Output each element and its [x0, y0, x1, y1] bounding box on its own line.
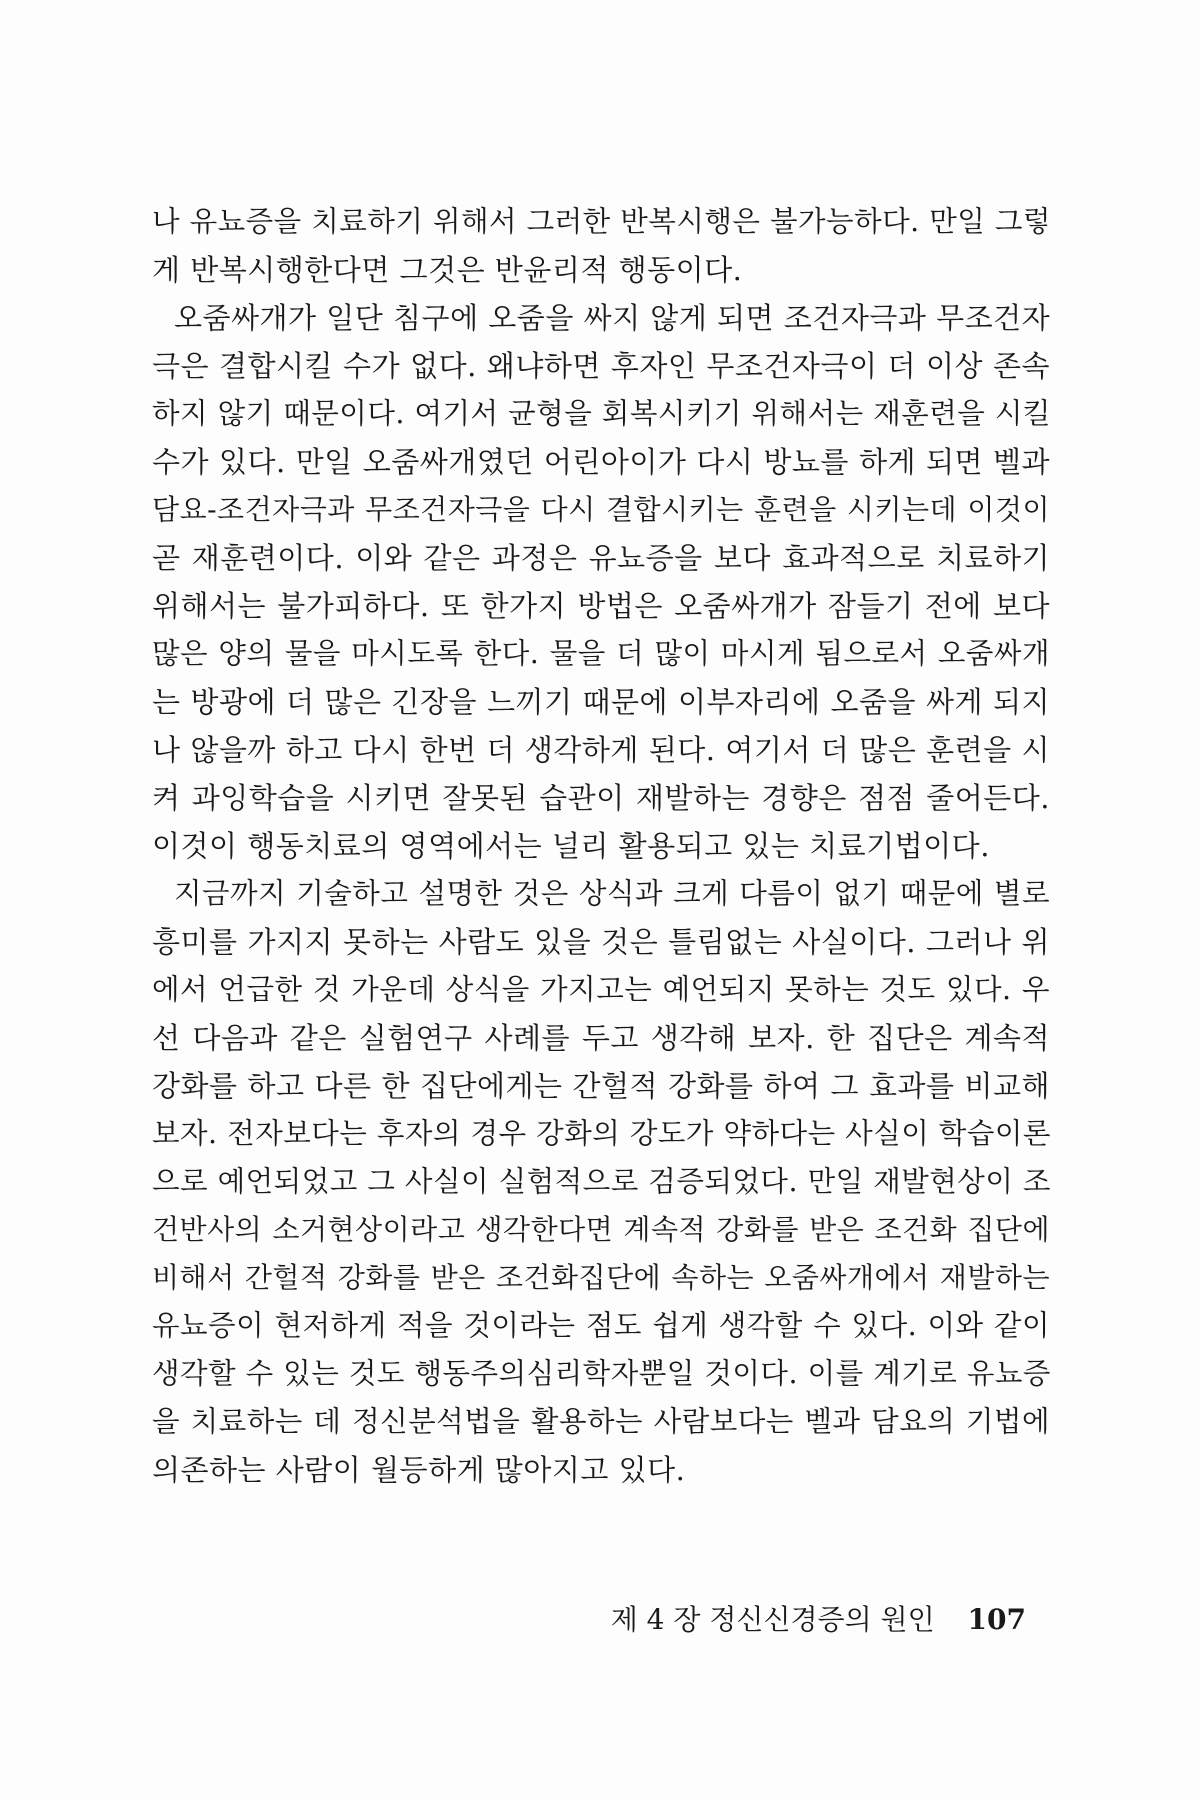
body-text: [152, 198, 1050, 1494]
text-line: 이것이 행동치료의 영역에서는 널리 활용되고 있는 치료기법이다.: [152, 829, 990, 863]
text-line: 담요-조건자극과 무조건자극을 다시 결합시키는 훈련을 시키는데 이것이: [152, 493, 1050, 526]
text-line: 극은 결합시킬 수가 없다. 왜냐하면 후자인 무조건자극이 더 이상 존속: [152, 349, 1050, 383]
text-line: 비해서 간헐적 강화를 받은 조건화집단에 속하는 오줌싸개에서 재발하는: [152, 1261, 1050, 1294]
text-line: 선 다음과 같은 실험연구 사례를 두고 생각해 보자. 한 집단은 계속적: [152, 1021, 1050, 1055]
text-line: 건반사의 소거현상이라고 생각한다면 계속적 강화를 받은 조건화 집단에: [152, 1213, 1050, 1246]
text-line: 보자. 전자보다는 후자의 경우 강화의 강도가 약하다는 사실이 학습이론: [152, 1117, 1051, 1150]
chapter-title: 제 4 장 정신신경증의 원인: [610, 1603, 935, 1636]
text-line: 유뇨증이 현저하게 적을 것이라는 점도 쉽게 생각할 수 있다. 이와 같이: [152, 1309, 1050, 1342]
text-line: 생각할 수 있는 것도 행동주의심리학자뿐일 것이다. 이를 계기로 유뇨증: [152, 1357, 1051, 1390]
text-line: 게 반복시행한다면 그것은 반윤리적 행동이다.: [152, 253, 743, 287]
text-line: 수가 있다. 만일 오줌싸개였던 어린아이가 다시 방뇨를 하게 되면 벨과: [152, 445, 1050, 479]
text-line: 으로 예언되었고 그 사실이 실험적으로 검증되었다. 만일 재발현상이 조: [152, 1165, 1051, 1198]
text-line: 오줌싸개가 일단 침구에 오줌을 싸지 않게 되면 조건자극과 무조건자: [174, 301, 1051, 335]
text-line: 하지 않기 때문이다. 여기서 균형을 회복시키기 위해서는 재훈련을 시킬: [152, 397, 1051, 430]
text-line: 흥미를 가지지 못하는 사람도 있을 것은 틀림없는 사실이다. 그러나 위: [152, 925, 1050, 959]
text-line: 켜 과잉학습을 시키면 잘못된 습관이 재발하는 경향은 점점 줄어든다.: [152, 781, 1050, 815]
text-line: 나 않을까 하고 다시 한번 더 생각하게 된다. 여기서 더 많은 훈련을 시: [152, 733, 1050, 767]
text-line: 위해서는 불가피하다. 또 한가지 방법은 오줌싸개가 잠들기 전에 보다: [152, 589, 1050, 623]
text-line: 의존하는 사람이 월등하게 많아지고 있다.: [152, 1453, 686, 1487]
text-line: 많은 양의 물을 마시도록 한다. 물을 더 많이 마시게 됨으로서 오줌싸개: [152, 637, 1050, 670]
text-line: 을 치료하는 데 정신분석법을 활용하는 사람보다는 벨과 담요의 기법에: [152, 1405, 1050, 1438]
text-line: 나 유뇨증을 치료하기 위해서 그러한 반복시행은 불가능하다. 만일 그렇: [152, 205, 1051, 238]
text-line: 에서 언급한 것 가운데 상식을 가지고는 예언되지 못하는 것도 있다. 우: [152, 973, 1050, 1006]
page-number: 107: [967, 1603, 1026, 1636]
text-line: 강화를 하고 다른 한 집단에게는 간헐적 강화를 하여 그 효과를 비교해: [152, 1069, 1050, 1103]
text-line: 곧 재훈련이다. 이와 같은 과정은 유뇨증을 보다 효과적으로 치료하기: [152, 541, 1050, 575]
page-footer: [611, 1600, 1026, 1640]
text-line: 는 방광에 더 많은 긴장을 느끼기 때문에 이부자리에 오줌을 싸게 되지: [152, 685, 1050, 719]
text-line: 지금까지 기술하고 설명한 것은 상식과 크게 다름이 없기 때문에 별로: [174, 877, 1050, 910]
